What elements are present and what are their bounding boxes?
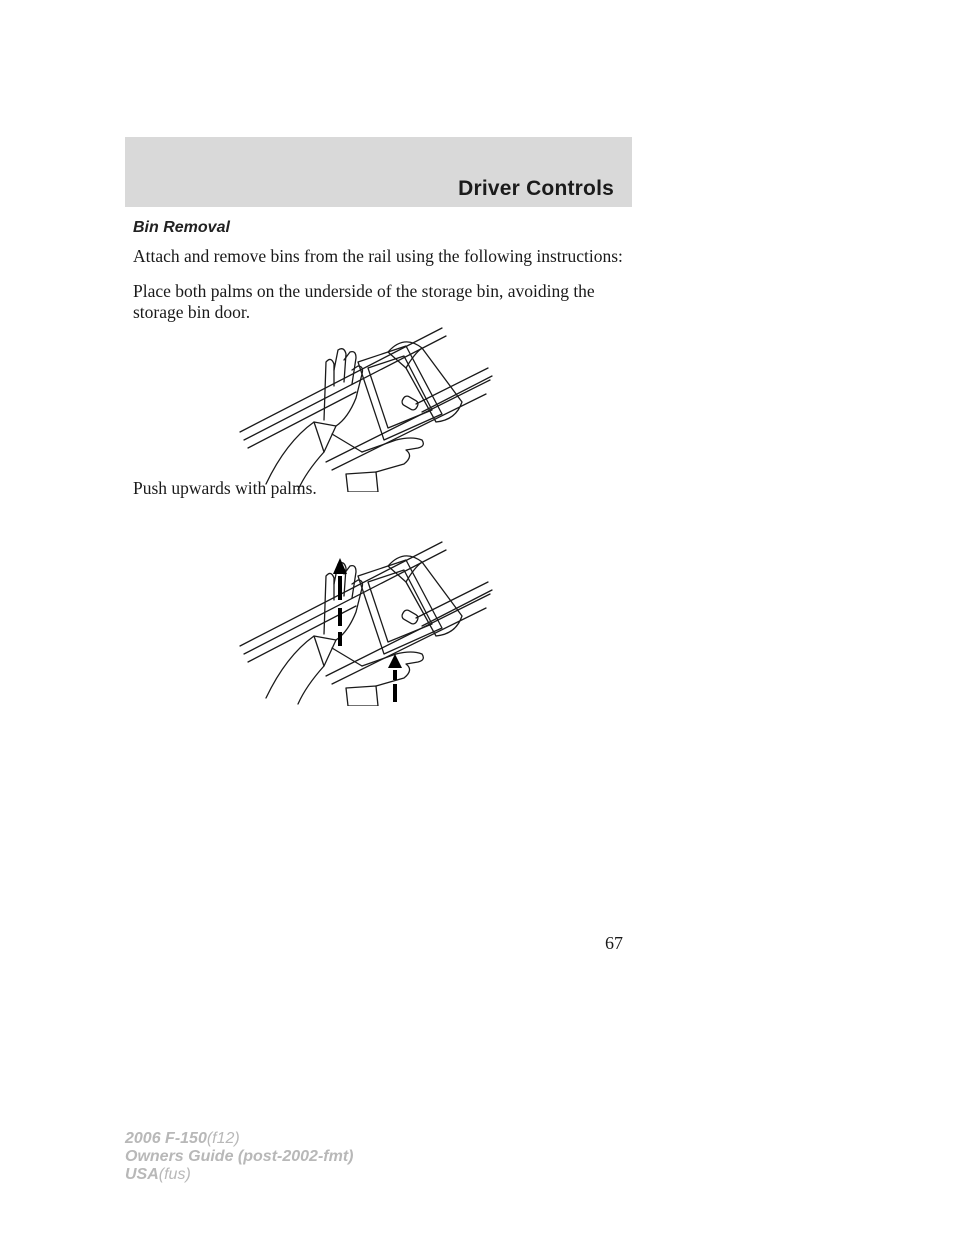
footer-market-code: (fus) (158, 1166, 191, 1183)
illustration-palms-on-bin (236, 322, 498, 492)
footer-market: USA (125, 1166, 159, 1183)
page-number: 67 (605, 933, 623, 953)
footer-model-code: (f12) (206, 1130, 240, 1147)
illustration-push-upwards (236, 536, 498, 706)
footer-edition (125, 1130, 353, 1184)
footer-line-2: Owners Guide (post-2002-fmt) (125, 1148, 354, 1165)
footer-line-3 (125, 1166, 353, 1184)
footer-line-1 (125, 1130, 353, 1148)
footer-model: 2006 F-150 (125, 1130, 207, 1147)
instruction-intro: Attach and remove bins from the rail using the following instructions: (133, 246, 623, 266)
header-band (125, 137, 632, 207)
instruction-step-1: Place both palms on the underside of the storage bin, avoiding the storage bin door. (133, 281, 595, 322)
subheading: Bin Removal (133, 219, 230, 236)
section-title: Driver Controls (458, 177, 614, 200)
instruction-step-2: Push upwards with palms. (133, 478, 317, 498)
